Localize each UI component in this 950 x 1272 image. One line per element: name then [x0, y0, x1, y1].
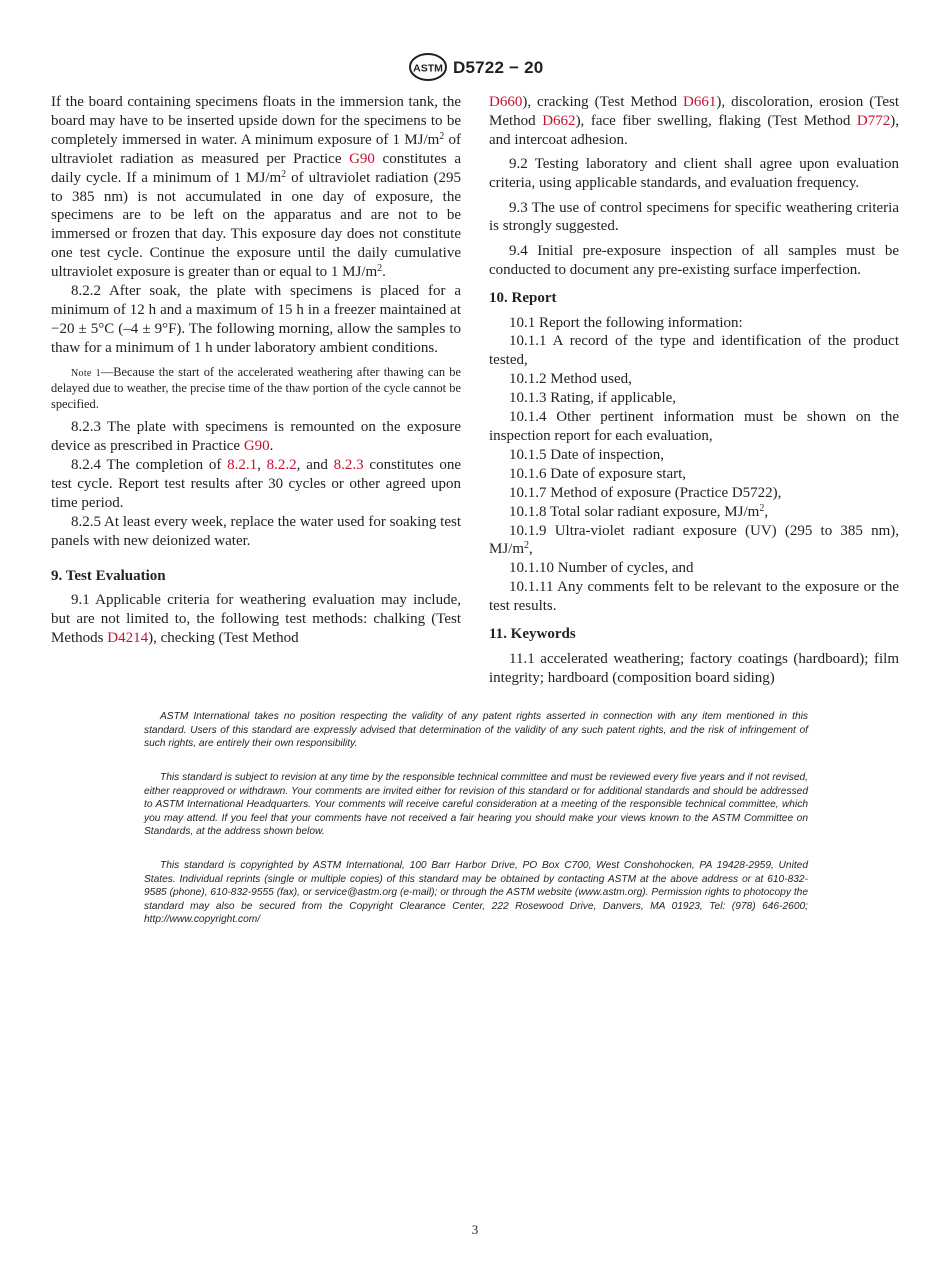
link-g90[interactable]: G90: [349, 150, 375, 167]
page-number: 3: [471, 1222, 479, 1237]
paragraph-10-1-8: 10.1.8 Total solar radiant exposure, $MJ/m^2$,: [509, 502, 769, 520]
link-8-2-3[interactable]: 8.2.3: [333, 457, 364, 473]
right-column: [489, 93, 899, 688]
link-d662[interactable]: D662: [542, 112, 576, 129]
paragraph-9-1-cont: D660), cracking (Test Method D661), discoloration, erosion (Test Method D662), face fiber swelling, flaking (Test Method D772), and intercoat adhesion.: [489, 94, 899, 148]
paragraph-10-1-6: 10.1.6 Date of exposure start,: [509, 465, 687, 482]
link-d4214[interactable]: D4214: [107, 630, 149, 647]
paragraph-10-1-2: 10.1.2 Method used,: [509, 371, 632, 388]
paragraph-8-2-4: 8.2.4 The completion of 8.2.1, 8.2.2, and 8.2.3 constitutes one test cycle. Report test results after 30 cycles or other agreed upon time period.: [51, 457, 462, 511]
paragraph-9-3: 9.3 The use of control specimens for specific weathering criteria is strongly suggested.: [489, 199, 899, 235]
paragraph-11-1: 11.1 accelerated weathering; factory coatings (hardboard); film integrity; hardboard (composition board siding): [489, 650, 899, 686]
footer-patent-notice: ASTM International takes no position respecting the validity of any patent rights asserted in connection with any item mentioned in this standard. Users of this standard are expressly advised that determination of the validity of any such patent rights, and the risk of infringement of such rights, are entirely their own responsibility.: [144, 711, 808, 750]
left-column: [51, 93, 461, 648]
astm-logo-icon: [408, 52, 448, 82]
note-1: Note 1—Because the start of the accelerated weathering after thawing can be delayed due to weather, the precise time of the thaw portion of the cycle cannot be specified.: [51, 364, 461, 411]
paragraph-10-1-10: 10.1.10 Number of cycles, and: [509, 560, 694, 577]
paragraph-9-4: 9.4 Initial pre-exposure inspection of all samples must be conducted to document any pre-existing surface imperfection.: [489, 242, 899, 278]
paragraph-8-2-3: 8.2.3 The plate with specimens is remounted on the exposure device as prescribed in Practice G90.: [51, 419, 461, 455]
link-d660[interactable]: D660: [489, 94, 523, 110]
paragraph-9-2: 9.2 Testing laboratory and client shall agree upon evaluation criteria, using applicable standards, and evaluation frequency.: [489, 156, 899, 192]
paragraph-10-1-7: 10.1.7 Method of exposure (Practice D5722),: [509, 484, 782, 501]
link-8-2-2[interactable]: 8.2.2: [266, 457, 297, 473]
footer-copyright-notice: This standard is copyrighted by ASTM International, 100 Barr Harbor Drive, PO Box C700, West Conshohocken, PA 19428-2959, United States. Individual reprints (single or multiple copies) of this standard may be obtained by contacting ASTM at the above address or at 610-832-9585 (phone), 610-832-9555 (fax), or service@astm.org (e-mail); or through the ASTM website (www.astm.org). Permission rights to photocopy the standard may also be secured from the Copyright Clearance Center, 222 Rosewood Drive, Danvers, MA 01923, Tel: (978) 646-2600; http://www.copyright.com/: [144, 860, 808, 926]
svg-text:ASTM: ASTM: [413, 62, 443, 75]
link-d661[interactable]: D661: [683, 94, 717, 110]
paragraph-10-1: 10.1 Report the following information:: [509, 314, 743, 331]
paragraph-8-2-5: 8.2.5 At least every week, replace the water used for soaking test panels with new deionized water.: [51, 513, 461, 549]
paragraph-10-1-11: 10.1.11 Any comments felt to be relevant to the exposure or the test results.: [489, 579, 899, 615]
page-header: [0, 52, 950, 84]
footer-revision-notice: This standard is subject to revision at any time by the responsible technical committee and must be reviewed every five years and if not revised, either reapproved or withdrawn. Your comments are invited either for revision of this standard or for additional standards and should be addressed to ASTM International Headquarters. Your comments will receive careful consideration at a meeting of the responsible technical committee, which you may attend. If you feel that your comments have not received a fair hearing you should make your views known to the ASTM Committee on Standards, at the address shown below.: [144, 772, 808, 838]
link-8-2-1[interactable]: 8.2.1: [227, 457, 258, 473]
paragraph-10-1-4: 10.1.4 Other pertinent information must be shown on the inspection report for each evaluation,: [489, 409, 899, 444]
link-d772[interactable]: D772: [856, 112, 891, 129]
paragraph-10-1-1: 10.1.1 A record of the type and identification of the product tested,: [489, 333, 899, 369]
section-11-heading: 11. Keywords: [489, 626, 576, 643]
paragraph-10-1-5: 10.1.5 Date of inspection,: [509, 446, 664, 463]
paragraph-10-1-9: 10.1.9 Ultra-violet radiant exposure (UV) (295 to 385 nm), $MJ/m^2$,: [489, 522, 899, 558]
section-9-heading: 9. Test Evaluation: [51, 567, 166, 584]
paragraph-9-1: 9.1 Applicable criteria for weathering evaluation may include, but are not limited to, the following test methods: chalking (Test Methods D4214), checking (Test Method: [51, 592, 461, 647]
link-g90[interactable]: G90: [243, 438, 270, 455]
section-10-heading: 10. Report: [489, 289, 557, 306]
document-designation: D5722 − 20: [453, 58, 544, 77]
paragraph-8-2-2: 8.2.2 After soak, the plate with specimens is placed for a minimum of 12 h and a maximum of 15 h in a freezer maintained at −20 ± 5°C (–4 ± 9°F). The following morning, allow the samples to thaw for a minimum of 1 h under laboratory ambient conditions.: [51, 283, 461, 356]
paragraph-8-2-1-cont: If the board containing specimens floats in the immersion tank, the board may have to be inserted upside down for the specimens to be completely immersed in water. A minimum exposure of 1 $MJ/m^2$ of ultraviolet radiation as measured per Practice G90 constitutes a daily cycle. If a minimum of 1 $MJ/m^2$ of ultraviolet radiation (295 to 385 nm) is not accumulated in one day of exposure, the specimens are to be left on the apparatus and are not to be immersed or frozen that day. This exposure day does not constitute one test cycle. Continue the exposure until the daily cumulative ultraviolet exposure is greater than or equal to 1 $MJ/m^2$.: [51, 94, 462, 281]
paragraph-10-1-3: 10.1.3 Rating, if applicable,: [509, 390, 677, 407]
